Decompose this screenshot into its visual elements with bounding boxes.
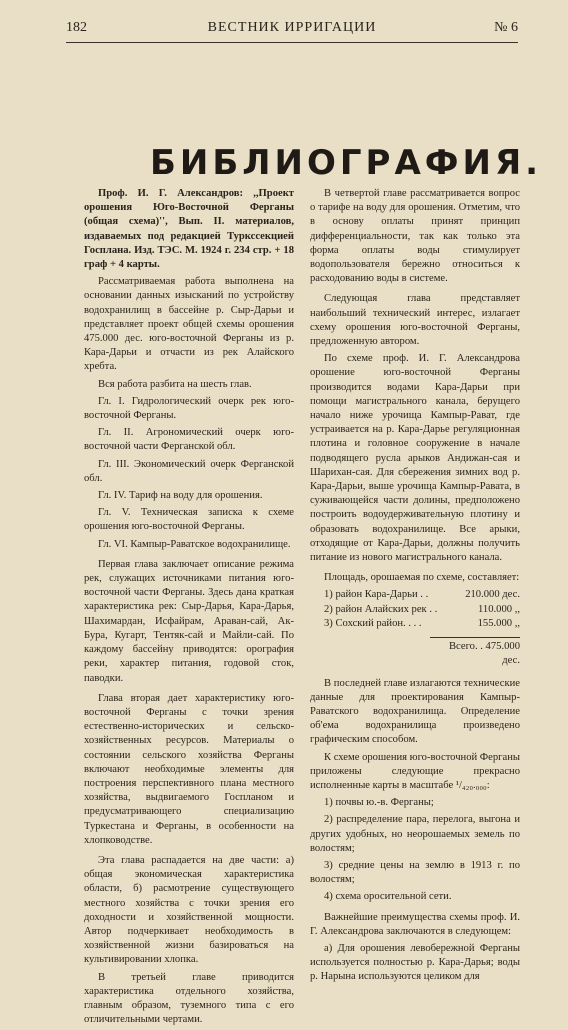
paragraph: В четвертой главе рассматривается вопрос о тарифе на воду для орошения. Отметим, что в основу оплаты принят принцип дифференциальности, так как только эта форма оплаты воды стимулирует водопользователя бережно относиться к расходованию воды в системе. xyxy=(310,188,520,285)
paragraph: Важнейшие преимущества схемы проф. И. Г. Александрова заключаются в следующем: xyxy=(310,911,520,937)
page-number: 182 xyxy=(66,20,87,35)
left-column xyxy=(84,187,294,1030)
paragraph: По схеме проф. И. Г. Александрова орошение юго-восточной Ферганы производится водами Кара-Дарьи при помощи магистрального канала, берущего начало ниже урочища Кампыр-Рават, где устраивается на р. Кара-Дарье регуляционная плотина и головное сооружение в начале подводящего русла арыков Андижан-сая и Шарихан-сая. Для сбережения зимних вод р. Кара-Дарьи, выше урочища Кампыр-Равата, в суживающейся части долины, предположено построить водоудерживательную плотину и образовать водохранилище. Все арыки, отходящие от Кара-Дарьи, должны получить питание из нового магистрального канала. xyxy=(310,353,520,564)
paragraph: а) Для орошения левобережной Ферганы используется полностью р. Кара-Дарья; воды р. Нарына используются целиком для xyxy=(310,942,520,983)
paragraph: Рассматриваемая работа выполнена на основании данных изысканий по устройству водохранилищ в бассейне р. Сыр-Дарьи и представляет проект общей схемы орошения 475.000 дес. юго-восточной Ферганы из р. Кара-Дарьи и отчасти из рек Алайского хребта. xyxy=(84,276,294,373)
area-row: 3) Сохский район. . . . 155.000 ,, xyxy=(324,617,520,629)
chapter-item: Гл. IV. Тариф на воду для орошения. xyxy=(98,490,263,502)
area-row: 1) район Кара-Дарьи . . 210.000 дес. xyxy=(324,589,520,601)
list-item: 4) схема оросительной сети. xyxy=(324,891,452,903)
list-item: 3) средние цены на землю в 1913 г. по волостям; xyxy=(310,859,520,886)
right-column xyxy=(310,187,520,988)
issue-number: № 6 xyxy=(494,20,518,35)
chapter-item: Гл. II. Агрономический очерк юго-восточной части Ферганской обл. xyxy=(84,427,294,453)
paragraph: Вся работа разбита на шесть глав. xyxy=(98,378,252,390)
paragraph: Следующая глава представляет наибольший технический интерес, излагает схему орошения юго-восточной Ферганы, предложенную автором. xyxy=(310,293,520,348)
paragraph: Эта глава распадается на две части: а) общая экономическая характеристика области, б) расмотрение существующего местного хозяйства с точки зрения его доходности и хозяйственной мощности. Автор подчеркивает необходимость в хозяйственной жизни базироваться на культивировании хлопка. xyxy=(84,854,294,966)
paragraph: В третьей главе приводится характеристика отдельного хозяйства, главным образом, туземного типа с его отличительными чертами. xyxy=(84,971,294,1026)
chapter-item: Гл. VI. Кампыр-Раватское водохранилище. xyxy=(98,538,291,550)
running-header xyxy=(66,20,518,43)
paragraph: В последней главе излагаются технические данные для проектирования Кампыр-Раватского водохранилища. Определение об'ема водохранилища произведено графическим способом. xyxy=(310,677,520,746)
paragraph: Площадь, орошаемая по схеме, составляет: xyxy=(324,572,520,584)
chapter-item: Гл. V. Техническая записка к схеме орошения юго-восточной Ферганы. xyxy=(84,507,294,533)
area-total: Всего. . 475.000 дес. xyxy=(430,637,520,668)
citation: Проф. И. Г. Александров: ,,Проект орошения Юго-Восточной Ферганы (общая схема)'', Вып. II. материалов, издаваемых под редакцией Туркссекцией Госплана. Изд. ТЭС. М. 1924 г. 234 стр. + 18 граф + 4 карты. xyxy=(84,188,294,271)
area-row: 2) район Алайских рек . . 110.000 ,, xyxy=(324,603,520,615)
chapter-item: Гл. I. Гидрологический очерк рек юго-восточной Ферганы. xyxy=(84,395,294,422)
paragraph: К схеме орошения юго-восточной Ферганы приложены следующие прекрасно исполненные карты в масштабе ¹/₄₂₀.₀₀₀: xyxy=(310,751,521,791)
section-title: БИБЛИОГРАФИЯ. xyxy=(150,143,543,183)
chapter-item: Гл. III. Экономический очерк Ферганской обл. xyxy=(84,458,294,484)
paragraph: Первая глава заключает описание режима рек, служащих источниками питания юго-восточной части Ферганы. Здесь дана краткая характеристика рек: Сыр-Дарья, Кара-Дарья, Шахимардан, Исфайрам, Араван-сай, Ак-Бура, Кугарт, Тентяк-сай и Майли-сай. По каждому бассейну приводятся: орография реки, характер питания, годовой сток, паводки. xyxy=(84,558,294,684)
journal-title: ВЕСТНИК ИРРИГАЦИИ xyxy=(207,20,377,35)
list-item: 1) почвы ю.-в. Ферганы; xyxy=(324,797,434,809)
paragraph: Глава вторая дает характеристику юго-восточной Ферганы с точки зрения естественно-исторических и сельско-хозяйственных ресурсов. Материалы о состоянии сельского хозяйства Ферганы включают необходимые элементы для построения перспективного плана местного хозяйства, выдвигаемого Госпланом и предусматривающего специализацию Туркестана и Ферганы, в особенности на хлопководстве. xyxy=(84,692,294,846)
list-item: 2) распределение пара, перелога, выгона и других удобных, но неорошаемых земель по волостям; xyxy=(310,814,520,854)
